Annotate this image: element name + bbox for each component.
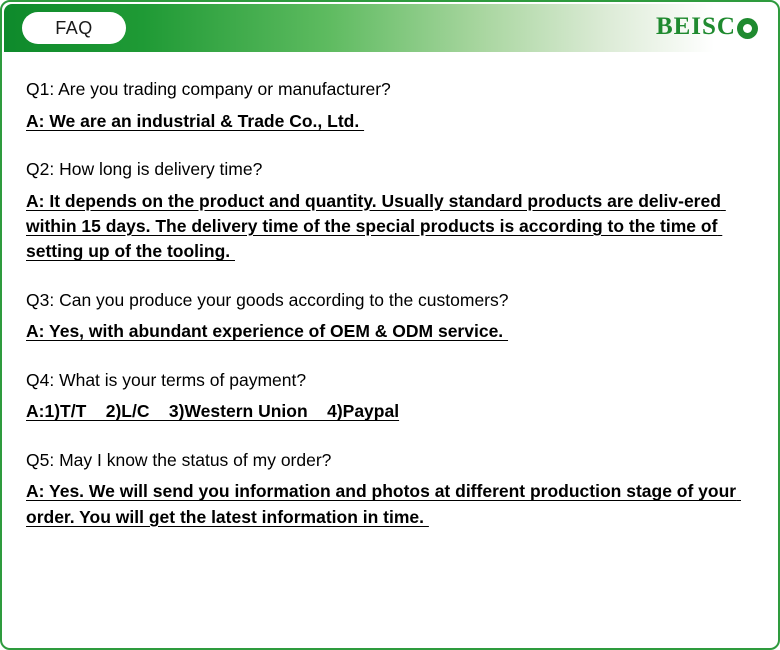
- faq-question: Q3: Can you produce your goods according to the customers?: [26, 289, 509, 310]
- faq-question: Q4: What is your terms of payment?: [26, 369, 307, 390]
- faq-item: [26, 158, 756, 265]
- faq-item: [26, 78, 756, 134]
- faq-question: Q1: Are you trading company or manufacturer?: [26, 79, 391, 99]
- faq-item: [26, 369, 756, 425]
- faq-question: Q5: May I know the status of my order?: [26, 449, 332, 470]
- faq-answer: A:1)T/T 2)L/C 3)Western Union 4)Paypal: [26, 401, 400, 422]
- page-header: [4, 4, 776, 52]
- brand-logo: [656, 13, 758, 41]
- faq-item: [26, 449, 756, 530]
- faq-question: Q2: How long is delivery time?: [26, 159, 263, 179]
- faq-tab[interactable]: [22, 12, 126, 44]
- faq-answer: A: Yes, with abundant experience of OEM & ODM service.: [26, 321, 509, 342]
- brand-name: BEISC: [655, 13, 736, 40]
- faq-answer: A: It depends on the product and quantity. Usually standard products are deliv-ered within 15 days. The delivery time of the special products is according to the time of setting up of the tooling.: [26, 190, 726, 262]
- faq-tab-label: FAQ: [55, 17, 93, 38]
- faq-item: [26, 289, 756, 345]
- faq-list: [2, 52, 778, 530]
- letter-o-ring-icon: [737, 18, 758, 39]
- faq-answer: A: We are an industrial & Trade Co., Ltd.: [26, 110, 365, 131]
- faq-answer: A: Yes. We will send you information and photos at different production stage of your order. You will get the latest information in time.: [26, 481, 741, 527]
